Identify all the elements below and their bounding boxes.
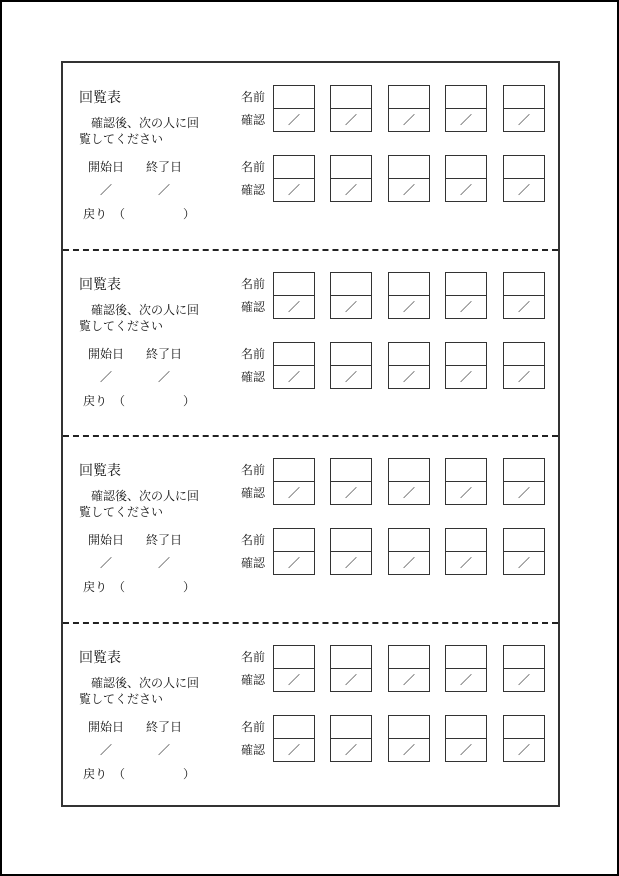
stamp-box[interactable] — [445, 85, 487, 132]
stamp-box[interactable] — [330, 155, 372, 202]
stamp-box-divider — [446, 295, 486, 296]
stamp-box-divider — [446, 365, 486, 366]
return-label: 戻り — [83, 393, 108, 408]
stamp-box[interactable] — [503, 155, 545, 202]
stamp-box-date-slash: ／ — [402, 486, 415, 500]
instruction-line-1: 確認後、次の人に回 — [91, 675, 200, 690]
stamp-box-date-slash: ／ — [402, 672, 415, 687]
stamp-box-divider — [446, 178, 486, 179]
name-label: 名前 — [241, 649, 266, 664]
stamp-box-date-slash: ／ — [287, 672, 300, 687]
stamp-box-date-slash: ／ — [517, 299, 530, 314]
end-date-slash: ／ — [158, 556, 171, 570]
stamp-box-date-slash: ／ — [344, 369, 357, 384]
stamp-box-divider — [446, 668, 486, 669]
return-line — [83, 580, 195, 595]
stamp-box[interactable] — [445, 528, 487, 575]
stamp-box-date-slash: ／ — [344, 299, 357, 314]
stamp-box-divider — [331, 178, 371, 179]
return-label: 戻り — [83, 580, 108, 594]
stamp-box[interactable] — [388, 272, 430, 319]
stamp-box-divider — [504, 295, 544, 296]
stamp-box-date-slash: ／ — [517, 672, 530, 687]
confirm-label: 確認 — [241, 672, 266, 687]
stamp-box-divider — [389, 481, 429, 482]
stamp-box-divider — [504, 668, 544, 669]
stamp-box-divider — [274, 738, 314, 739]
stamp-box-date-slash: ／ — [517, 486, 530, 500]
start-date-label: 開始日 — [88, 346, 125, 361]
stamp-box-divider — [331, 668, 371, 669]
stamp-box-date-slash: ／ — [459, 299, 472, 314]
instruction-line-1: 確認後、次の人に回 — [91, 116, 200, 130]
stamp-box-date-slash: ／ — [459, 742, 472, 757]
end-date-slash: ／ — [158, 742, 171, 757]
name-label: 名前 — [241, 463, 266, 477]
stamp-box[interactable] — [445, 645, 487, 692]
return-line — [83, 207, 195, 222]
paren-close: ） — [183, 580, 196, 594]
instruction-line-2: 覧してください — [79, 505, 164, 519]
stamp-box-date-slash: ／ — [344, 486, 357, 500]
paren-close: ） — [183, 207, 196, 221]
stamp-box-divider — [331, 108, 371, 109]
stamp-box-date-slash: ／ — [517, 742, 530, 757]
stamp-box-divider — [504, 481, 544, 482]
stamp-box[interactable] — [388, 528, 430, 575]
stamp-box-date-slash: ／ — [459, 183, 472, 197]
end-date-label: 終了日 — [146, 346, 183, 361]
stamp-box-date-slash: ／ — [459, 672, 472, 687]
return-label: 戻り — [83, 766, 108, 781]
instruction-line-1: 確認後、次の人に回 — [91, 489, 200, 503]
name-label: 名前 — [241, 90, 266, 104]
stamp-box-date-slash: ／ — [402, 183, 415, 197]
stamp-box-divider — [504, 178, 544, 179]
stamp-box[interactable] — [503, 528, 545, 575]
stamp-box-divider — [274, 551, 314, 552]
stamp-box-date-slash: ／ — [459, 486, 472, 500]
name-label: 名前 — [241, 276, 266, 291]
stamp-box[interactable] — [445, 342, 487, 389]
start-date-slash: ／ — [100, 369, 113, 384]
name-label: 名前 — [241, 533, 266, 547]
stamp-box[interactable] — [330, 342, 372, 389]
stamp-box[interactable] — [273, 715, 315, 762]
stamp-box[interactable] — [273, 458, 315, 505]
stamp-box[interactable] — [388, 342, 430, 389]
paren-close: ） — [183, 393, 196, 408]
stamp-box-divider — [274, 295, 314, 296]
circulation-section — [63, 623, 558, 809]
stamp-box[interactable] — [273, 272, 315, 319]
return-line — [83, 767, 195, 782]
stamp-box[interactable] — [388, 458, 430, 505]
paren-open: （ — [113, 393, 126, 408]
confirm-label: 確認 — [241, 299, 266, 314]
end-date-slash: ／ — [158, 183, 171, 197]
instruction-line-2: 覧してください — [79, 318, 164, 333]
stamp-box-divider — [446, 481, 486, 482]
stamp-box-divider — [331, 551, 371, 552]
stamp-box[interactable] — [445, 715, 487, 762]
stamp-box[interactable] — [388, 85, 430, 132]
stamp-box-divider — [446, 551, 486, 552]
confirm-label: 確認 — [241, 183, 266, 197]
instruction-line-1: 確認後、次の人に回 — [91, 302, 200, 317]
section-title: 回覧表 — [79, 463, 121, 479]
stamp-box-divider — [446, 108, 486, 109]
paren-close: ） — [183, 766, 196, 781]
stamp-box-divider — [446, 738, 486, 739]
stamp-box-date-slash: ／ — [287, 113, 300, 127]
stamp-box-date-slash: ／ — [287, 556, 300, 570]
confirm-label: 確認 — [241, 113, 266, 127]
stamp-box[interactable] — [273, 645, 315, 692]
end-date-label: 終了日 — [146, 160, 183, 174]
stamp-box-divider — [504, 738, 544, 739]
stamp-box-divider — [504, 108, 544, 109]
stamp-box[interactable] — [503, 645, 545, 692]
stamp-box-divider — [389, 178, 429, 179]
stamp-box[interactable] — [330, 528, 372, 575]
stamp-box-date-slash: ／ — [402, 556, 415, 570]
start-date-label: 開始日 — [88, 533, 125, 547]
section-title: 回覧表 — [79, 90, 121, 106]
stamp-box-divider — [389, 668, 429, 669]
instruction-line-2: 覧してください — [79, 132, 164, 146]
name-label: 名前 — [241, 346, 266, 361]
stamp-box[interactable] — [445, 272, 487, 319]
return-line — [83, 394, 195, 409]
name-label: 名前 — [241, 719, 266, 734]
stamp-box-date-slash: ／ — [287, 369, 300, 384]
stamp-box-date-slash: ／ — [459, 556, 472, 570]
section-title: 回覧表 — [79, 649, 121, 666]
stamp-box[interactable] — [388, 715, 430, 762]
end-date-label: 終了日 — [146, 533, 183, 547]
stamp-box-divider — [504, 365, 544, 366]
stamp-box[interactable] — [273, 155, 315, 202]
start-date-label: 開始日 — [88, 719, 125, 734]
confirm-label: 確認 — [241, 556, 266, 570]
stamp-box[interactable] — [445, 155, 487, 202]
stamp-box-divider — [274, 481, 314, 482]
stamp-box[interactable] — [445, 458, 487, 505]
circulation-sheet — [61, 61, 560, 807]
section-title: 回覧表 — [79, 276, 121, 293]
stamp-box[interactable] — [388, 155, 430, 202]
stamp-box-date-slash: ／ — [517, 556, 530, 570]
circulation-section — [63, 250, 558, 436]
stamp-box[interactable] — [330, 715, 372, 762]
stamp-box-divider — [389, 738, 429, 739]
stamp-box[interactable] — [503, 715, 545, 762]
stamp-box[interactable] — [503, 458, 545, 505]
stamp-box-divider — [331, 295, 371, 296]
return-label: 戻り — [83, 207, 108, 221]
stamp-box[interactable] — [388, 645, 430, 692]
stamp-box-date-slash: ／ — [517, 113, 530, 127]
stamp-box-date-slash: ／ — [287, 486, 300, 500]
stamp-box[interactable] — [330, 85, 372, 132]
stamp-box-divider — [331, 481, 371, 482]
stamp-box-divider — [389, 108, 429, 109]
name-label: 名前 — [241, 160, 266, 174]
stamp-box-divider — [274, 108, 314, 109]
stamp-box-divider — [331, 738, 371, 739]
stamp-box-divider — [389, 551, 429, 552]
stamp-box-date-slash: ／ — [459, 369, 472, 384]
paren-open: （ — [113, 766, 126, 781]
stamp-box-divider — [274, 178, 314, 179]
start-date-label: 開始日 — [88, 160, 125, 174]
stamp-box[interactable] — [330, 645, 372, 692]
confirm-label: 確認 — [241, 486, 266, 500]
stamp-box-date-slash: ／ — [344, 742, 357, 757]
start-date-slash: ／ — [100, 556, 113, 570]
stamp-box-date-slash: ／ — [344, 183, 357, 197]
circulation-section — [63, 436, 558, 622]
stamp-box-date-slash: ／ — [344, 113, 357, 127]
stamp-box-date-slash: ／ — [344, 556, 357, 570]
paren-open: （ — [113, 580, 126, 594]
stamp-box-date-slash: ／ — [459, 113, 472, 127]
stamp-box-date-slash: ／ — [402, 113, 415, 127]
stamp-box[interactable] — [330, 458, 372, 505]
start-date-slash: ／ — [100, 742, 113, 757]
stamp-box[interactable] — [503, 85, 545, 132]
stamp-box-divider — [274, 668, 314, 669]
stamp-box[interactable] — [330, 272, 372, 319]
stamp-box-date-slash: ／ — [344, 672, 357, 687]
stamp-box-divider — [504, 551, 544, 552]
stamp-box-date-slash: ／ — [402, 299, 415, 314]
start-date-slash: ／ — [100, 183, 113, 197]
stamp-box-date-slash: ／ — [517, 369, 530, 384]
stamp-box[interactable] — [273, 528, 315, 575]
stamp-box-divider — [389, 365, 429, 366]
paren-open: （ — [113, 207, 126, 221]
stamp-box[interactable] — [503, 272, 545, 319]
stamp-box[interactable] — [273, 85, 315, 132]
instruction-line-2: 覧してください — [79, 691, 164, 706]
stamp-box-date-slash: ／ — [402, 742, 415, 757]
confirm-label: 確認 — [241, 369, 266, 384]
stamp-box[interactable] — [503, 342, 545, 389]
stamp-box-divider — [274, 365, 314, 366]
stamp-box[interactable] — [273, 342, 315, 389]
stamp-box-divider — [331, 365, 371, 366]
end-date-slash: ／ — [158, 369, 171, 384]
stamp-box-date-slash: ／ — [402, 369, 415, 384]
stamp-box-divider — [389, 295, 429, 296]
circulation-section — [63, 63, 558, 249]
stamp-box-date-slash: ／ — [517, 183, 530, 197]
stamp-box-date-slash: ／ — [287, 299, 300, 314]
end-date-label: 終了日 — [146, 719, 183, 734]
confirm-label: 確認 — [241, 742, 266, 757]
stamp-box-date-slash: ／ — [287, 183, 300, 197]
stamp-box-date-slash: ／ — [287, 742, 300, 757]
